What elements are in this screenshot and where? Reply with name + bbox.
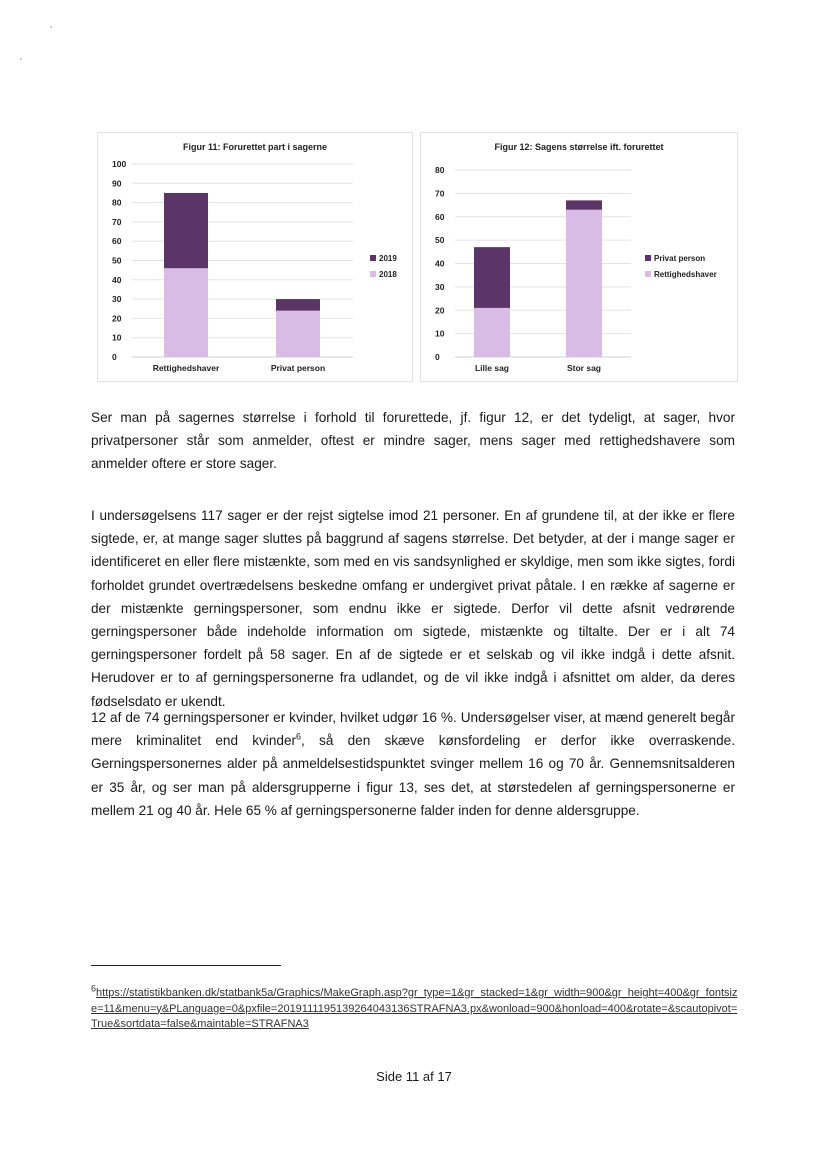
- y-tick-label: 90: [112, 178, 122, 189]
- y-tick-label: 70: [112, 216, 122, 227]
- y-tick-label: 40: [112, 274, 122, 285]
- paragraph-gender-age-part1: 12 af de 74 gerningspersoner er kvinder, hvilket udgør 16 %. Undersøgelser viser, at mænd generelt begår mere kriminalitet end kvinder: [91, 710, 735, 749]
- y-tick-label: 80: [435, 165, 445, 175]
- legend-swatch: [645, 271, 651, 277]
- figure-12-svg: [421, 133, 737, 381]
- x-tick-label: Privat person: [270, 363, 326, 373]
- scan-speck: [20, 58, 22, 60]
- y-tick-label: 40: [435, 258, 445, 269]
- y-tick-label: 80: [112, 197, 122, 208]
- chart-title: Figur 11: Forurettet part i sagerne: [182, 142, 328, 152]
- y-tick-label: 10: [112, 332, 122, 343]
- y-tick-label: 50: [112, 255, 122, 266]
- bar-2019: [276, 299, 320, 311]
- y-tick-label: 30: [112, 294, 122, 305]
- y-tick-label: 60: [112, 236, 122, 247]
- bar-rettighedshaver: [474, 308, 510, 357]
- page-number: Side 11 af 17: [376, 1069, 452, 1084]
- footnote-reference[interactable]: 6: [296, 731, 302, 742]
- paragraph-case-size: Ser man på sagernes størrelse i forhold til forurettede, jf. figur 12, er det tydeligt, at sager, hvor privatpersoner står som anmelder, oftest er mindre sager, mens sager med rettighedshavere som anmelder oftere er store sager.: [91, 410, 735, 472]
- x-tick-label: Lille sag: [474, 363, 510, 373]
- figure-11-chart: [97, 132, 413, 382]
- x-tick-label: Rettighedshaver: [152, 363, 220, 373]
- y-tick-label: 20: [435, 305, 445, 316]
- bar-rettighedshaver: [566, 210, 602, 357]
- y-tick-label: 10: [435, 328, 445, 339]
- paragraph-charged-persons: I undersøgelsens 117 sager er der rejst sigtelse imod 21 personer. En af grundene til, at der ikke er flere sigtede, er, at mange sager sluttes på baggrund af sagens størrelse. Det betyder, at der i mange sager er identificeret en eller flere mistænkte, som med en vis sandsynlighed er skyldige, men som ikke sigtes, fordi forholdet grundet overtrædelsens beskedne omfang er undergivet privat påtale. I en række af sagerne er der mistænkte gerningspersoner, som endnu ikke er sigtede. Derfor vil dette afsnit vedrørende gerningspersoner både indeholde information om sigtede, mistænkte og tiltalte. Der er i alt 74 gerningspersoner fordelt på 58 sager. En af de sigtede er et selskab og vil ikke indgå i dette afsnit. Herudover er to af gerningspersonerne fra udlandet, og de vil ikke indgå i afsnittet om alder, da deres fødselsdato er ukendt.: [91, 508, 735, 709]
- scan-speck: [50, 26, 52, 28]
- footnote-link[interactable]: https://statistikbanken.dk/statbank5a/Graphics/MakeGraph.asp?gr_type=1&gr_stacked=1&gr_width=900&gr_height=400&gr_fontsize=11&menu=y&PLanguage=0&pxfile=20191111951392640431​36STRAFNA3.px&wonload=900&honload=400&rotate=&scautopivot=True&sortdata=false&maintable=STRAFNA3: [91, 987, 738, 1030]
- legend-label: Rettighedshaver: [654, 270, 717, 279]
- y-tick-label: 30: [435, 281, 445, 292]
- footnote-divider: [91, 965, 281, 966]
- footnote-number: 6: [91, 983, 97, 994]
- y-tick-label: 0: [112, 352, 117, 362]
- legend-swatch: [645, 255, 651, 261]
- paragraph-gender-age: [91, 706, 735, 822]
- y-tick-label: 20: [112, 313, 122, 324]
- bar-2018: [276, 311, 320, 357]
- x-tick-label: Stor sag: [566, 363, 602, 373]
- y-tick-label: 60: [435, 211, 445, 222]
- paragraph-gender-age-part2: , så den skæve kønsfordeling er derfor ikke overraskende. Gerningspersonernes alder på anmeldelsestidspunktet svinger mellem 16 og 70 år. Gennemsnitsalderen er 35 år, og ser man på aldersgrupperne i figur 13, ses det, at størstedelen af gerningspersonerne er mellem 21 og 40 år. Hele 65 % af gerningspersonerne falder inden for denne aldersgruppe.: [91, 733, 735, 818]
- y-tick-label: 100: [112, 159, 127, 169]
- legend-label: 2019: [379, 254, 397, 263]
- figure-11-svg: [98, 133, 412, 381]
- y-tick-label: 0: [435, 352, 440, 362]
- footnote: [91, 983, 741, 1033]
- legend-swatch: [370, 255, 376, 261]
- figure-12-chart: [420, 132, 738, 382]
- y-tick-label: 70: [435, 188, 445, 199]
- bar-privat-person: [566, 200, 602, 209]
- legend-label: Privat person: [654, 254, 706, 263]
- bar-2018: [164, 268, 208, 357]
- bar-2019: [164, 193, 208, 268]
- chart-title: Figur 12: Sagens størrelse ift. forurettet: [494, 142, 664, 152]
- legend-swatch: [370, 271, 376, 277]
- y-tick-label: 50: [435, 235, 445, 246]
- legend-label: 2018: [379, 270, 397, 279]
- bar-privat-person: [474, 247, 510, 308]
